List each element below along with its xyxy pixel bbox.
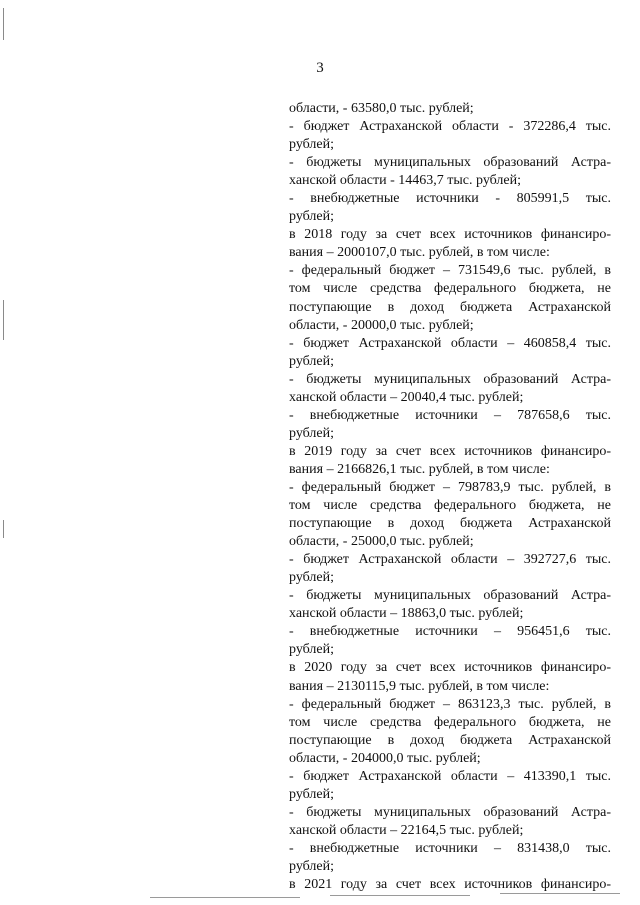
text-line: рублей; — [289, 425, 334, 441]
text-line: - бюджет Астраханской области – 413390,1 тыс. — [289, 768, 611, 784]
text-line: том числе средства федерального бюджета, не — [289, 498, 611, 514]
text-line: - бюджет Астраханской области – 392727,6 тыс. — [289, 552, 611, 568]
text-line: - бюджеты муниципальных образований Астра- — [289, 371, 611, 387]
scan-edge-mark — [3, 8, 4, 40]
text-line: рублей; — [289, 642, 334, 658]
text-line: поступающие в доход бюджета Астраханской — [289, 299, 611, 315]
text-line: ханской области – 22164,5 тыс. рублей; — [289, 822, 524, 838]
text-line: - бюджет Астраханской области - 372286,4 тыс. — [289, 119, 611, 135]
text-line: том числе средства федерального бюджета, не — [289, 281, 611, 297]
text-line: поступающие в доход бюджета Астраханской — [289, 516, 611, 532]
text-line: поступающие в доход бюджета Астраханской — [289, 732, 611, 748]
text-line: - внебюджетные источники – 831438,0 тыс. — [289, 840, 611, 856]
text-line: - федеральный бюджет – 798783,9 тыс. рублей, в — [289, 479, 611, 495]
text-line: ханской области – 20040,4 тыс. рублей; — [289, 389, 524, 405]
text-line: области, - 63580,0 тыс. рублей; — [289, 101, 474, 116]
text-line: рублей; — [289, 786, 334, 802]
text-line: вания – 2166826,1 тыс. рублей, в том числе: — [289, 461, 550, 477]
text-line: в 2019 году за счет всех источников финансиро- — [289, 443, 611, 459]
text-line: рублей; — [289, 353, 334, 369]
text-line: ханской области - 14463,7 тыс. рублей; — [289, 173, 522, 189]
text-line: рублей; — [289, 570, 334, 586]
text-line: области, - 25000,0 тыс. рублей; — [289, 534, 474, 550]
scan-bottom-mark — [150, 897, 300, 898]
text-line: том числе средства федерального бюджета, не — [289, 714, 611, 730]
scan-edge-mark — [3, 520, 4, 538]
text-line: - внебюджетные источники – 956451,6 тыс. — [289, 624, 611, 640]
scan-bottom-mark — [330, 895, 470, 896]
text-line: ханской области – 18863,0 тыс. рублей; — [289, 606, 524, 622]
text-line: - федеральный бюджет – 731549,6 тыс. рублей, в — [289, 263, 611, 279]
text-line: рублей; — [289, 858, 334, 874]
text-line: в 2018 году за счет всех источников финансиро- — [289, 227, 611, 243]
text-line: - бюджеты муниципальных образований Астра- — [289, 804, 611, 820]
text-line: - федеральный бюджет – 863123,3 тыс. рублей, в — [289, 696, 611, 712]
document-body — [289, 100, 611, 894]
text-line: в 2021 году за счет всех источников финансиро- — [289, 877, 611, 893]
text-line: в 2020 году за счет всех источников финансиро- — [289, 660, 611, 676]
text-line: - бюджет Астраханской области – 460858,4 тыс. — [289, 335, 611, 351]
text-line: области, - 204000,0 тыс. рублей; — [289, 750, 481, 766]
text-line: - бюджеты муниципальных образований Астра- — [289, 588, 611, 604]
text-line: области, - 20000,0 тыс. рублей; — [289, 317, 474, 333]
text-line: рублей; — [289, 209, 334, 225]
text-line: вания – 2000107,0 тыс. рублей, в том числе: — [289, 245, 550, 261]
text-line: - бюджеты муниципальных образований Астра- — [289, 155, 611, 171]
scan-edge-mark — [3, 300, 4, 340]
text-line: - внебюджетные источники - 805991,5 тыс. — [289, 191, 611, 207]
text-line: - внебюджетные источники – 787658,6 тыс. — [289, 407, 611, 423]
text-line: вания – 2130115,9 тыс. рублей, в том числе: — [289, 678, 550, 694]
page-number: 3 — [316, 60, 324, 76]
text-line: рублей; — [289, 137, 334, 153]
